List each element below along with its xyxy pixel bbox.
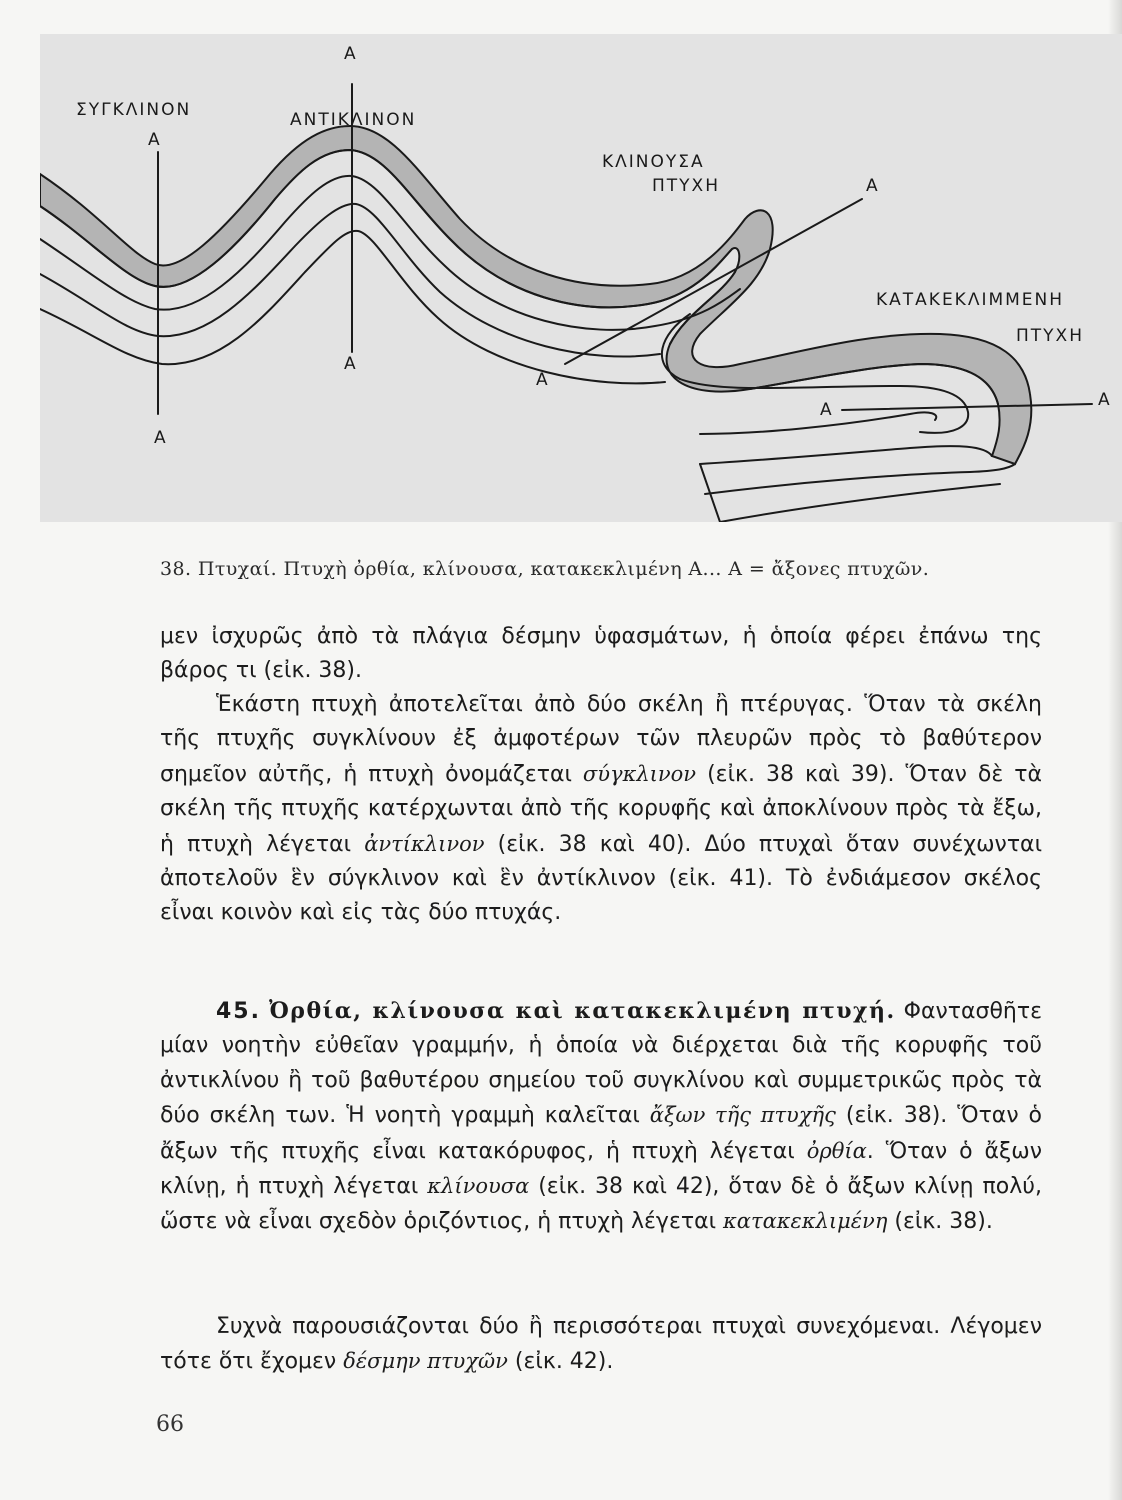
- term-fold-axis: ἄξων τῆς πτυχῆς: [649, 1103, 836, 1128]
- paragraph-3-part-e: (εἰκ. 38).: [887, 1209, 993, 1235]
- inclined-fold-label-line1: ΚΛΙΝΟΥΣΑ: [602, 152, 705, 172]
- paragraph-3-part-d: (εἰκ. 38 καὶ 42), ὅταν δὲ ὁ ἄξων κλίνῃ πολύ, ὥστε νὰ εἶναι σχεδὸν ὁριζόντιος, ἡ πτυχὴ λέγεται: [160, 1174, 1042, 1235]
- axis-label-anticline-bottom: Α: [344, 354, 358, 374]
- paragraph-4-part-a: Συχνὰ παρουσιάζονται δύο ἢ περισσότεραι πτυχαὶ συνεχόμεναι. Λέγομεν τότε ὅτι ἔχομεν: [160, 1314, 1042, 1375]
- paragraph-2-part-c: (εἰκ. 38 καὶ 40). Δύο πτυχαὶ ὅταν συνέχωνται ἀποτελοῦν ἓν σύγκλινον καὶ ἓν ἀντίκλινον (εἰκ. 41). Τὸ ἐνδιάμεσον σκέλος εἶναι κοινὸν καὶ εἰς τὰς δύο πτυχάς.: [160, 831, 1043, 926]
- axis-label-recumbent-right: Α: [1098, 390, 1112, 410]
- axis-label-syncline-bottom: Α: [154, 428, 168, 448]
- recumbent-fold-label-line2: ΠΤΥΧΗ: [1016, 326, 1084, 346]
- fold-strata-drawing: [40, 34, 1122, 522]
- paragraph-3-part-c: . Ὅταν ὁ ἄξων κλίνῃ, ἡ πτυχὴ λέγεται: [160, 1138, 1042, 1200]
- term-inclined: κλίνουσα: [427, 1174, 530, 1199]
- paragraph-1: μεν ἰσχυρῶς ἀπὸ τὰ πλάγια δέσμην ὑφασμάτων, ἡ ὁποία φέρει ἐπάνω της βάρος τι (εἰκ. 38).: [160, 624, 1042, 684]
- recumbent-fold-lower-1: [700, 446, 992, 464]
- paragraph-3: [160, 994, 1042, 1240]
- paragraph-fold-bundle: [160, 1310, 1042, 1380]
- recumbent-fold-lower-3: [720, 484, 1000, 522]
- axis-label-recumbent-left: Α: [820, 400, 834, 420]
- term-syncline: σύγκλινον: [582, 761, 697, 786]
- paragraph-2-part-a: Ἑκάστη πτυχὴ ἀποτελεῖται ἀπὸ δύο σκέλη ἢ πτέρυγας. Ὅταν τὰ σκέλη τῆς πτυχῆς συγκλίνουν ἐξ ἀμφοτέρων τῶν πλευρῶν πρὸς τὸ βαθύτερον σημεῖον αὐτῆς, ἡ πτυχὴ ὀνομάζεται: [160, 692, 1042, 787]
- axis-label-inclined-bottom: Α: [536, 370, 550, 390]
- inclined-fold-label-line2: ΠΤΥΧΗ: [652, 176, 720, 196]
- recumbent-fold-label-line1: ΚΑΤΑΚΕΚΛΙΜΜΕΝΗ: [876, 290, 1065, 310]
- term-anticline: ἀντίκλινον: [364, 831, 485, 856]
- term-upright: ὀρθία: [806, 1138, 867, 1163]
- anticline-label: ΑΝΤΙΚΛΙΝΟΝ: [290, 110, 417, 130]
- recumbent-fold-lower-2: [705, 464, 1015, 494]
- paragraph-4-part-b: (εἰκ. 42).: [507, 1349, 614, 1375]
- section-number: 45.: [216, 999, 261, 1024]
- paragraph-continuation: [160, 620, 1042, 689]
- paragraph-fold-limbs: [160, 688, 1042, 931]
- paragraph-4: [160, 1310, 1042, 1380]
- page-number: 66: [156, 1412, 184, 1437]
- axis-label-syncline-top: Α: [148, 130, 162, 150]
- paragraph-2-part-b: (εἰκ. 38 καὶ 39). Ὅταν δὲ τὰ σκέλη τῆς πτυχῆς κατέρχωνται ἀπὸ τῆς κορυφῆς καὶ ἀποκλίνουν πρὸς τὰ ἔξω, ἡ πτυχὴ λέγεται: [160, 761, 1042, 857]
- term-fold-bundle: δέσμην πτυχῶν: [343, 1349, 508, 1374]
- figure-caption: 38. Πτυχαί. Πτυχὴ ὀρθία, κλίνουσα, κατακεκλιμένη Α... Α = ἄξονες πτυχῶν.: [160, 558, 930, 580]
- inclined-axis-line: [565, 199, 862, 364]
- axis-label-inclined-top: Α: [866, 176, 880, 196]
- fold-diagram: [40, 34, 1122, 522]
- term-recumbent: κατακεκλιμένη: [723, 1209, 888, 1234]
- paragraph-3-part-a: Φαντασθῆτε μίαν νοητὴν εὐθεῖαν γραμμήν, ἡ ὁποία νὰ διέρχεται διὰ τῆς κορυφῆς τοῦ ἀντικλίνου ἢ τοῦ βαθυτέρου σημείου τοῦ συγκλίνου καὶ συμμετρικῶς πρὸς τὰ δύο σκέλη των. Ἡ νοητὴ γραμμὴ καλεῖται: [160, 999, 1042, 1129]
- section-45: [160, 994, 1042, 1240]
- syncline-label: ΣΥΓΚΛΙΝΟΝ: [76, 100, 192, 120]
- paragraph-3-part-b: (εἰκ. 38). Ὅταν ὁ ἄξων τῆς πτυχῆς εἶναι κατακόρυφος, ἡ πτυχὴ λέγεται: [160, 1103, 1043, 1164]
- section-title: Ὀρθία, κλίνουσα καὶ κατακεκλιμένη πτυχή.: [269, 998, 896, 1024]
- axis-label-anticline-top: Α: [344, 44, 358, 64]
- paragraph-2: [160, 688, 1042, 931]
- recumbent-fold-inner-3: [700, 412, 936, 434]
